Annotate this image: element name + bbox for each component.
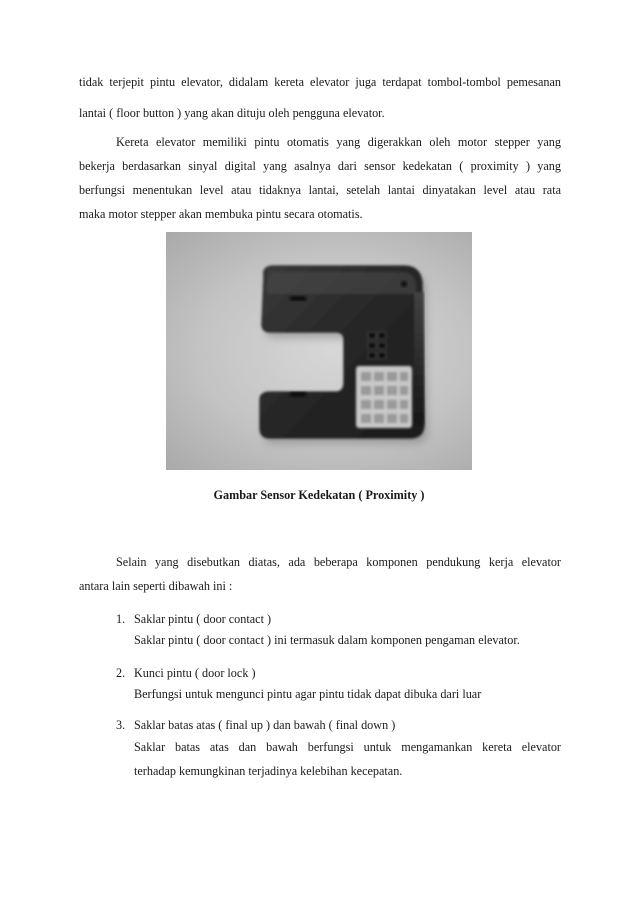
- figure-caption: Gambar Sensor Kedekatan ( Proximity ): [213, 488, 425, 502]
- list-item-title: Kunci pintu ( door lock ): [134, 666, 256, 680]
- proximity-sensor-illustration: [166, 232, 472, 470]
- list-item-body: [134, 682, 561, 706]
- list-item-number: 1.: [116, 612, 126, 626]
- paragraph-line: Selain yang disebutkan diatas, ada beberapa komponen pendukung kerja elevator: [116, 555, 561, 569]
- paragraph-line: tidak terjepit pintu elevator, didalam kereta elevator juga terdapat tombol-tombol pemesanan: [79, 75, 561, 89]
- paragraph-line: bekerja berdasarkan sinyal digital yang asalnya dari sensor kedekatan ( proximity ) yang: [79, 159, 561, 173]
- paragraph-line: antara lain seperti dibawah ini :: [79, 579, 233, 593]
- list-item-number: 2.: [116, 666, 126, 680]
- list-item-line: Berfungsi untuk mengunci pintu agar pintu tidak dapat dibuka dari luar: [134, 687, 482, 701]
- list-item-title: Saklar batas atas ( final up ) dan bawah ( final down ): [134, 718, 396, 732]
- proximity-sensor-image: [166, 232, 472, 470]
- list-item-line: Saklar pintu ( door contact ) ini termasuk dalam komponen pengaman elevator.: [134, 633, 520, 647]
- list-item-line: terhadap kemungkinan terjadinya kelebihan kecepatan.: [134, 764, 403, 778]
- list-item-body: [134, 628, 561, 652]
- paragraph-1: [79, 70, 561, 125]
- paragraph-3: [79, 550, 561, 598]
- paragraph-line: Kereta elevator memiliki pintu otomatis yang digerakkan oleh motor stepper yang: [116, 135, 561, 149]
- list-item-title: Saklar pintu ( door contact ): [134, 612, 272, 626]
- list-item-line: Saklar batas atas dan bawah berfungsi untuk mengamankan kereta elevator: [134, 740, 561, 754]
- paragraph-2: [79, 130, 561, 226]
- list-item-body: [134, 735, 561, 783]
- list-item-number: 3.: [116, 718, 126, 732]
- paragraph-line: maka motor stepper akan membuka pintu secara otomatis.: [79, 207, 363, 221]
- paragraph-line: berfungsi menentukan level atau tidaknya lantai, setelah lantai dinyatakan level atau rata: [79, 183, 561, 197]
- paragraph-line: lantai ( floor button ) yang akan dituju oleh pengguna elevator.: [79, 106, 385, 120]
